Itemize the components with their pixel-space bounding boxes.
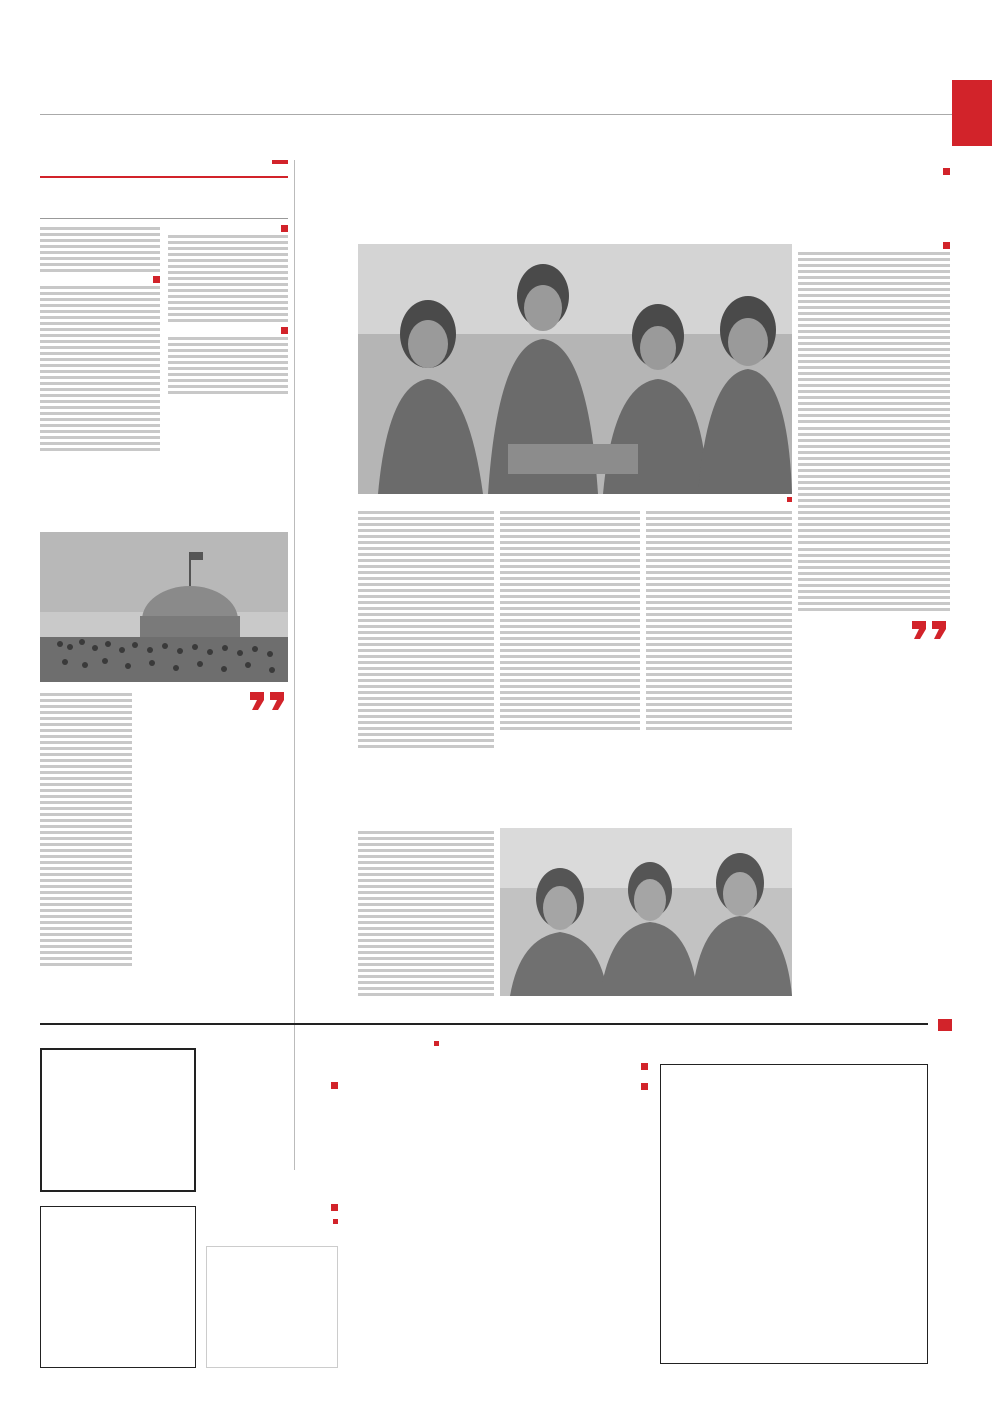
main-lines-f (646, 709, 792, 730)
crossword-cells (660, 1064, 928, 1364)
main-kicker (940, 164, 950, 178)
main-lines-a (798, 252, 950, 423)
masthead-rule (40, 114, 952, 115)
main-lines-j (358, 831, 494, 996)
sudoku-grid (40, 1048, 196, 1192)
main-lines-c (798, 548, 950, 611)
side-label (272, 160, 288, 164)
main-lines-d (646, 511, 792, 586)
masthead (0, 80, 992, 150)
clues-area (346, 1062, 648, 1367)
main-lines-b (798, 427, 950, 544)
side-intro-lines (168, 235, 288, 322)
side-column (40, 160, 288, 1170)
photo-caption (358, 496, 792, 503)
puzzle-credit (430, 1039, 443, 1047)
main-lines-i (358, 511, 494, 748)
column-divider (294, 160, 295, 1170)
sudoku-info (206, 1078, 338, 1101)
main-lines-e (646, 589, 792, 706)
main-article (300, 160, 950, 1170)
main-photo-soldiers (358, 244, 792, 494)
answer-grid (40, 1206, 196, 1368)
side-top-rule (40, 176, 288, 178)
puzzle-label-icon (938, 1019, 952, 1031)
side-quote-block (138, 690, 288, 718)
main-lines-g (500, 511, 640, 574)
side-head-rule (40, 218, 288, 219)
answer-grid-mini (206, 1246, 338, 1368)
quote-mark-icon (138, 690, 288, 714)
main-quote-mark-icon (798, 619, 950, 643)
main-lines-h (500, 577, 640, 730)
crossword-col-numbers (660, 1048, 928, 1062)
side-lines-d (40, 286, 160, 451)
crossword-grid (660, 1048, 950, 1366)
main-photo-portrait (500, 828, 792, 996)
side-lines-b (168, 337, 288, 394)
crossword-row-numbers (930, 1064, 950, 1364)
side-lines-e (40, 693, 132, 966)
puzzle-top-rule (40, 1023, 952, 1025)
puzzle-label (928, 1019, 952, 1031)
shalamcheh-photo (40, 532, 288, 682)
side-lines-c (40, 227, 160, 272)
answer-info (206, 1200, 338, 1225)
paper-logo (952, 80, 992, 146)
